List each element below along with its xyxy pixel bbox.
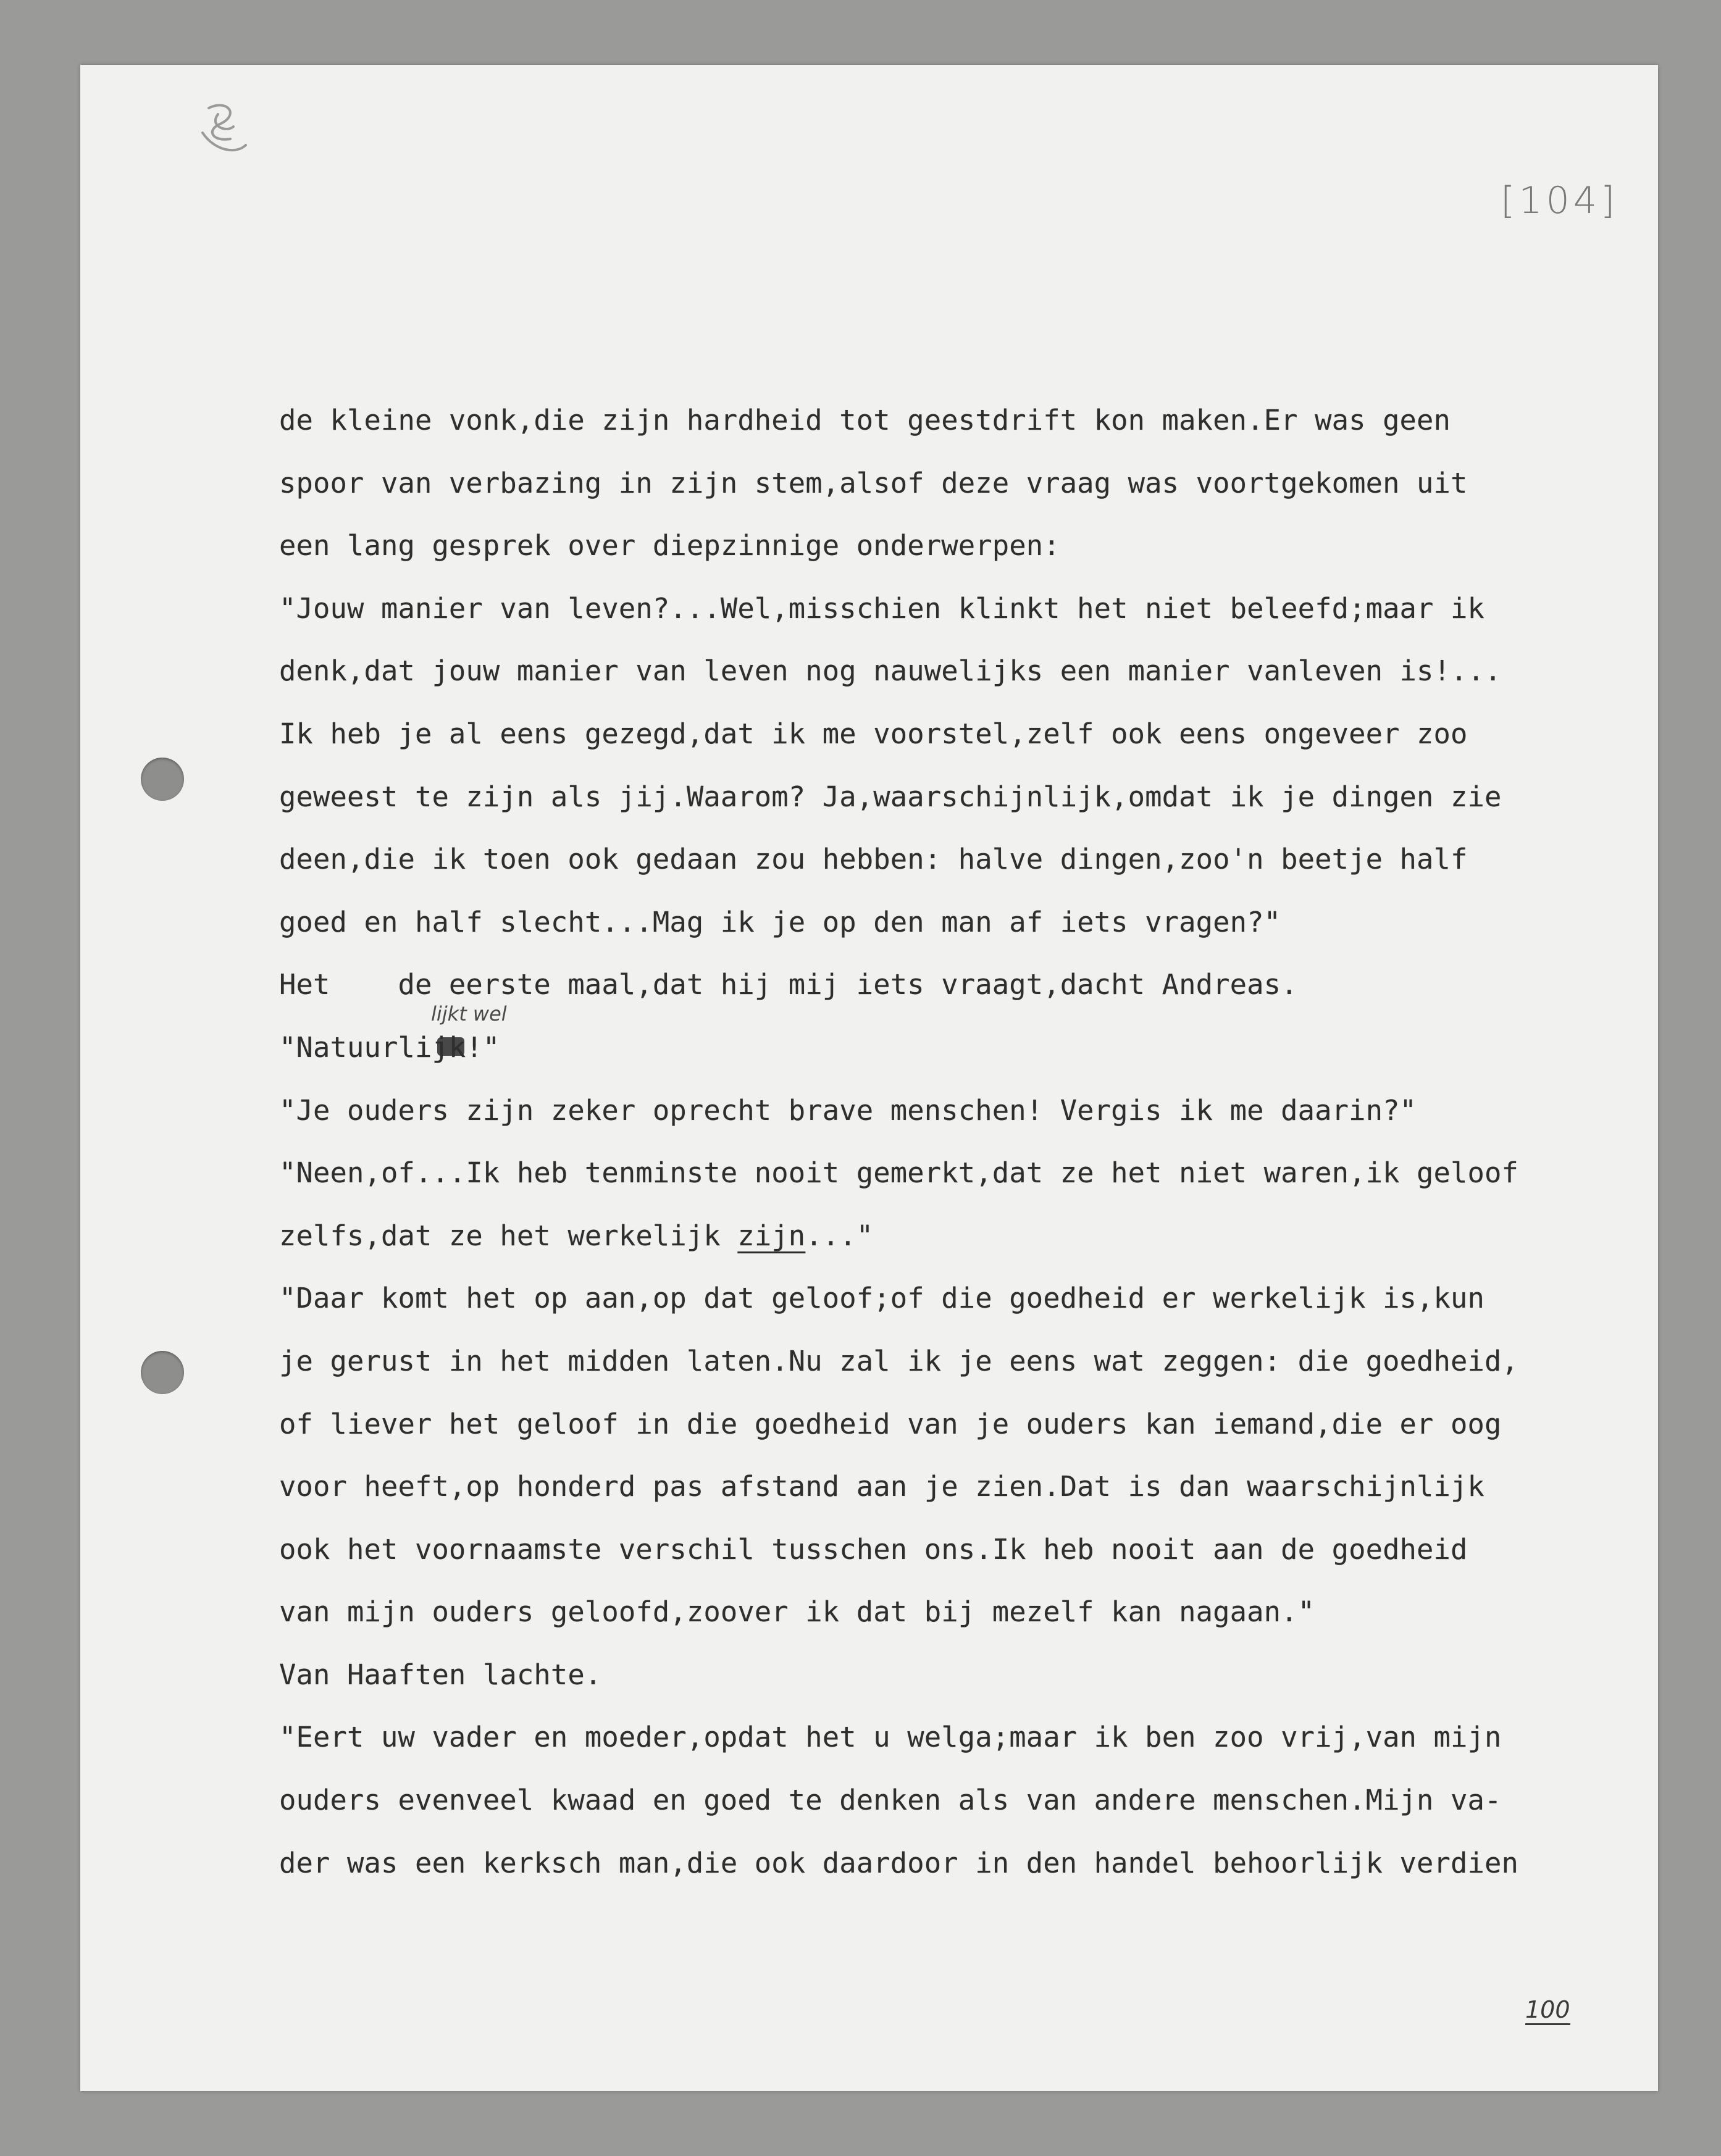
text-line: Het de eerste maal,dat hij mij iets vraagt,dacht Andreas. bbox=[279, 968, 1298, 1001]
folio-stamp: [104] bbox=[1501, 179, 1619, 222]
text-line: "Eert uw vader en moeder,opdat het u welga;maar ik ben zoo vrij,van mijn bbox=[279, 1721, 1502, 1754]
text-line: "Daar komt het op aan,op dat geloof;of die goedheid er werkelijk is,kun bbox=[279, 1282, 1485, 1315]
text-line: Van Haaften lachte. bbox=[279, 1658, 602, 1691]
text-line: goed en half slecht...Mag ik je op den man af iets vragen?" bbox=[279, 905, 1281, 938]
text-line: van mijn ouders geloofd,zoover ik dat bij mezelf kan nagaan." bbox=[279, 1595, 1315, 1629]
underlined-word: zijn bbox=[737, 1219, 806, 1252]
text-line: je gerust in het midden laten.Nu zal ik je eens wat zeggen: die goedheid, bbox=[279, 1344, 1519, 1377]
punch-hole-bottom bbox=[141, 1351, 184, 1394]
text-line: "Neen,of...Ik heb tenminste nooit gemerkt,dat ze het niet waren,ik geloof bbox=[279, 1156, 1519, 1190]
page-number: 100 bbox=[1525, 1997, 1570, 2025]
text-line: de kleine vonk,die zijn hardheid tot geestdrift kon maken.Er was geen bbox=[279, 404, 1451, 437]
text-line-with-underline bbox=[279, 1205, 1656, 1268]
text-line: ook het voornaamste verschil tusschen ons.Ik heb nooit aan de goedheid bbox=[279, 1532, 1468, 1566]
text-line: spoor van verbazing in zijn stem,alsof deze vraag was voortgekomen uit bbox=[279, 466, 1468, 499]
text-line: "Je ouders zijn zeker oprecht brave menschen! Vergis ik me daarin?" bbox=[279, 1093, 1417, 1127]
text-line: deen,die ik toen ook gedaan zou hebben: halve dingen,zoo'n beetje half bbox=[279, 843, 1468, 876]
text-line: geweest te zijn als jij.Waarom? Ja,waarschijnlijk,omdat ik je dingen zie bbox=[279, 780, 1502, 813]
text-line: of liever het geloof in die goedheid van je ouders kan iemand,die er oog bbox=[279, 1407, 1502, 1440]
text-line: Ik heb je al eens gezegd,dat ik me voorstel,zelf ook eens ongeveer zoo bbox=[279, 717, 1468, 750]
text-line: der was een kerksch man,die ook daardoor in den handel behoorlijk verdien bbox=[279, 1846, 1519, 1879]
text-line: "Jouw manier van leven?...Wel,misschien klinkt het niet beleefd;maar ik bbox=[279, 591, 1485, 625]
text-line-suffix: ..." bbox=[805, 1219, 874, 1252]
text-line: "Natuurlijk!" bbox=[279, 1030, 500, 1064]
handwritten-insertion: lijkt wel bbox=[431, 1002, 507, 1026]
pencil-scribble-mark bbox=[184, 96, 258, 164]
text-line: denk,dat jouw manier van leven nog nauwelijks een manier vanleven is!... bbox=[279, 654, 1502, 688]
text-line: voor heeft,op honderd pas afstand aan je zien.Dat is dan waarschijnlijk bbox=[279, 1470, 1485, 1503]
text-line-prefix: zelfs,dat ze het werkelijk bbox=[279, 1219, 738, 1252]
text-line: ouders evenveel kwaad en goed te denken als van andere menschen.Mijn va- bbox=[279, 1784, 1502, 1817]
typescript-page bbox=[80, 65, 1658, 2091]
typed-body-text bbox=[279, 389, 1656, 1894]
text-line: een lang gesprek over diepzinnige onderwerpen: bbox=[279, 529, 1060, 562]
punch-hole-top bbox=[141, 758, 184, 801]
